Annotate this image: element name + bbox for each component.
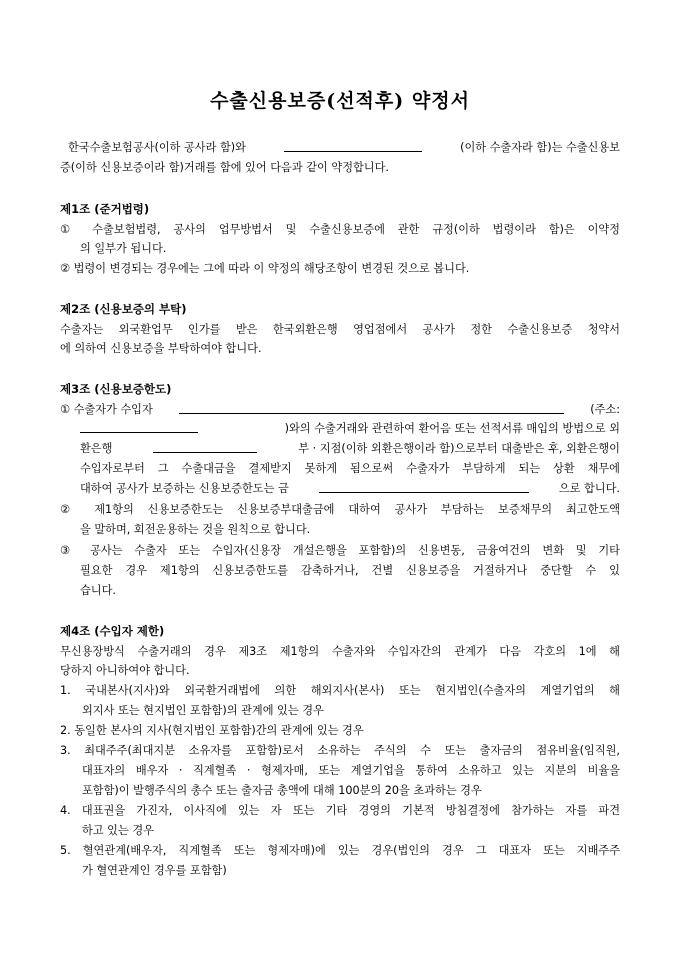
article-4-item-4b: 하고 있는 경우 [82, 824, 154, 837]
importer-address-blank [80, 421, 198, 433]
article-1-para-1a: ① 수출보험법령, 공사의 업무방법서 및 수출신용보증에 관한 규정(이하 법령이라 함)은 이약정 [60, 223, 620, 236]
intro-text-b: (이하 수출자라 함)는 수출신용보 [460, 141, 620, 154]
article-1-heading: 제1조 (준거법령) [60, 202, 150, 216]
guarantee-limit-blank [319, 481, 529, 493]
intro-text-a: 한국수출보험공사(이하 공사라 함)와 [68, 141, 246, 154]
bank-branch-blank [153, 441, 257, 453]
article-3-para-1c [80, 441, 620, 456]
article-3-p1c-post: 부 · 지점(이하 외환은행이라 함)으로부터 대출받은 후, 외환은행이 [298, 442, 620, 455]
article-3-p1c-pre: 환은행 [80, 442, 113, 455]
article-4-item-1a: 1. 국내본사(지사)와 외국환거래법에 의한 해외지사(본사) 또는 현지법인(수출자의 계열기업의 해 [60, 684, 620, 697]
article-3-p1a-end: (주소: [590, 403, 620, 416]
article-1-para-1b: 의 일부가 됩니다. [80, 242, 167, 255]
article-3-p1b-text: )와의 수출거래와 관련하여 환어음 또는 선적서류 매입의 방법으로 외 [284, 422, 620, 435]
article-3-para-3c: 습니다. [80, 584, 116, 597]
article-3-p1a-text: ① 수출자가 수입자 [60, 403, 153, 416]
article-2-line-1: 수출자는 외국환업무 인가를 받은 한국외환은행 영업점에서 공사가 정한 수출신용보증 청약서 [60, 323, 620, 336]
article-3-heading: 제3조 (신용보증한도) [60, 382, 172, 396]
importer-name-blank [179, 402, 564, 414]
article-3-para-1e [80, 481, 620, 496]
article-3-para-2b: 을 말하며, 회전운용하는 것을 원칙으로 합니다. [80, 523, 311, 536]
document-title: 수출신용보증(선적후) 약정서 [210, 90, 470, 112]
article-4-item-1b: 외지사 또는 현지법인 포함함)의 관계에 있는 경우 [82, 704, 324, 717]
article-1-para-2: ② 법령이 변경되는 경우에는 그에 따라 이 약정의 해당조항이 변경된 것으로 봅니다. [60, 262, 470, 275]
article-4-item-4a: 4. 대표권을 가진자, 이사직에 있는 자 또는 기타 경영의 기본적 방침결정에 참가하는 자를 파견 [60, 804, 620, 817]
article-3-p1e-post: 으로 합니다. [558, 482, 620, 495]
article-4-heading: 제4조 (수입자 제한) [60, 624, 165, 638]
article-2-heading: 제2조 (신용보증의 부탁) [60, 302, 187, 316]
article-3-para-1a [60, 402, 620, 417]
exporter-name-blank [284, 140, 422, 152]
intro-line-2: 증(이하 신용보증이라 함)거래를 함에 있어 다음과 같이 약정합니다. [60, 161, 389, 174]
article-4-line-1: 무신용장방식 수출거래의 경우 제3조 제1항의 수출자와 수입자간의 관계가 다음 각호의 1에 해 [60, 645, 620, 658]
intro-line-1 [68, 140, 620, 155]
article-3-para-3a: ③ 공사는 수출자 또는 수입자(신용장 개설은행을 포함함)의 신용변동, 금융여건의 변화 및 기타 [60, 544, 620, 557]
article-3-p1e-pre: 대하여 공사가 보증하는 신용보증한도는 금 [80, 482, 289, 495]
article-4-item-3a: 3. 최대주주(최대지분 소유자를 포함함)로서 소유하는 주식의 수 또는 출자금의 점유비율(임직원, [60, 744, 620, 757]
article-4-item-3c: 포함함)이 발행주식의 총수 또는 출자금 총액에 대해 100분의 20을 초과하는 경우 [82, 784, 482, 797]
article-4-item-2: 2. 동일한 본사의 지사(현지법인 포함함)간의 관계에 있는 경우 [60, 724, 364, 737]
article-3-para-1b [80, 421, 620, 436]
article-3-para-1d: 수입자로부터 그 수출대금을 결제받지 못하게 됨으로써 수출자가 부담하게 되는 상환 채무에 [80, 462, 620, 475]
article-4-item-5a: 5. 혈연관계(배우자, 직계혈족 또는 형제자매)에 있는 경우(법인의 경우 그 대표자 또는 지배주주 [60, 844, 620, 857]
article-4-item-5b: 가 혈연관계인 경우를 포함함) [82, 864, 227, 877]
article-3-para-3b: 필요한 경우 제1항의 신용보증한도를 감축하거나, 건별 신용보증을 거절하거나 중단할 수 있 [80, 564, 620, 577]
article-2-line-2: 에 의하여 신용보증을 부탁하여야 합니다. [60, 342, 262, 355]
article-4-item-3b: 대표자의 배우자 · 직계혈족 · 형제자매, 또는 계열기업을 통하여 소유하고 있는 지분의 비율을 [82, 764, 620, 777]
article-4-line-2: 당하지 아니하여야 합니다. [60, 664, 190, 677]
article-3-para-2a: ② 제1항의 신용보증한도는 신용보증부대출금에 대하여 공사가 부담하는 보증채무의 최고한도액 [60, 503, 620, 516]
